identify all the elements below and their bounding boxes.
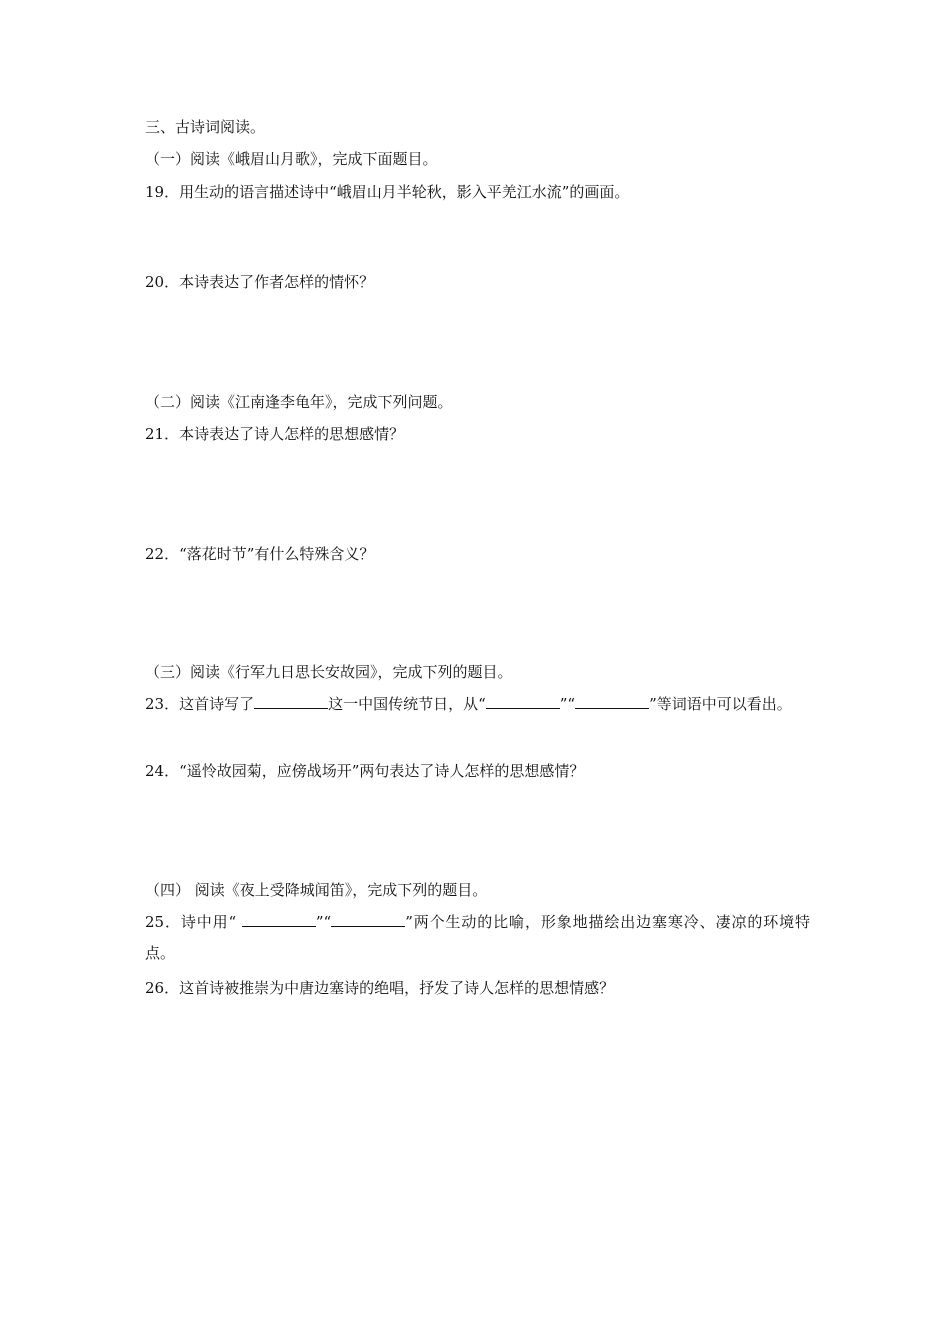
question-23-text-d: ”等词语中可以看出。 [649, 695, 792, 713]
part3-heading: （三）阅读《行军九日思长安故园》，完成下列的题目。 [145, 663, 513, 681]
section-title: 三、古诗词阅读。 [145, 118, 266, 136]
answer-blank-metaphor-1[interactable] [242, 912, 316, 927]
answer-blank-metaphor-2[interactable] [331, 912, 405, 927]
answer-blank-word-2[interactable] [575, 694, 649, 709]
answer-blank-festival[interactable] [254, 694, 328, 709]
question-25-text-c: ”两个生动的比喻，形象地描绘出边塞寒冷、凄凉的环境特点。 [145, 913, 810, 962]
question-23 [145, 689, 810, 720]
question-25-text-b: ”“ [315, 913, 332, 931]
answer-blank-word-1[interactable] [486, 694, 560, 709]
question-21: 21．本诗表达了诗人怎样的思想感情？ [145, 425, 405, 443]
part1-heading: （一）阅读《峨眉山月歌》，完成下面题目。 [145, 150, 438, 168]
part4-heading: （四） 阅读《夜上受降城闻笛》，完成下列的题目。 [145, 881, 488, 899]
question-23-text-b: 这一中国传统节日，从“ [328, 695, 486, 713]
question-19: 19．用生动的语言描述诗中“峨眉山月半轮秋，影入平羌江水流”的画面。 [145, 183, 630, 201]
question-25 [145, 907, 810, 969]
question-22: 22．“落花时节”有什么特殊含义？ [145, 545, 375, 563]
question-26: 26．这首诗被推崇为中唐边塞诗的绝唱，抒发了诗人怎样的思想情感？ [145, 979, 615, 997]
question-23-text-a: 23．这首诗写了 [145, 695, 255, 713]
question-25-text-a: 25．诗中用“ [145, 913, 242, 931]
part2-heading: （二）阅读《江南逢李龟年》，完成下列问题。 [145, 393, 453, 411]
question-23-text-c: ”“ [559, 695, 576, 713]
question-20: 20．本诗表达了作者怎样的情怀？ [145, 273, 375, 291]
question-24: 24．“遥怜故园菊，应傍战场开”两句表达了诗人怎样的思想感情？ [145, 762, 585, 780]
